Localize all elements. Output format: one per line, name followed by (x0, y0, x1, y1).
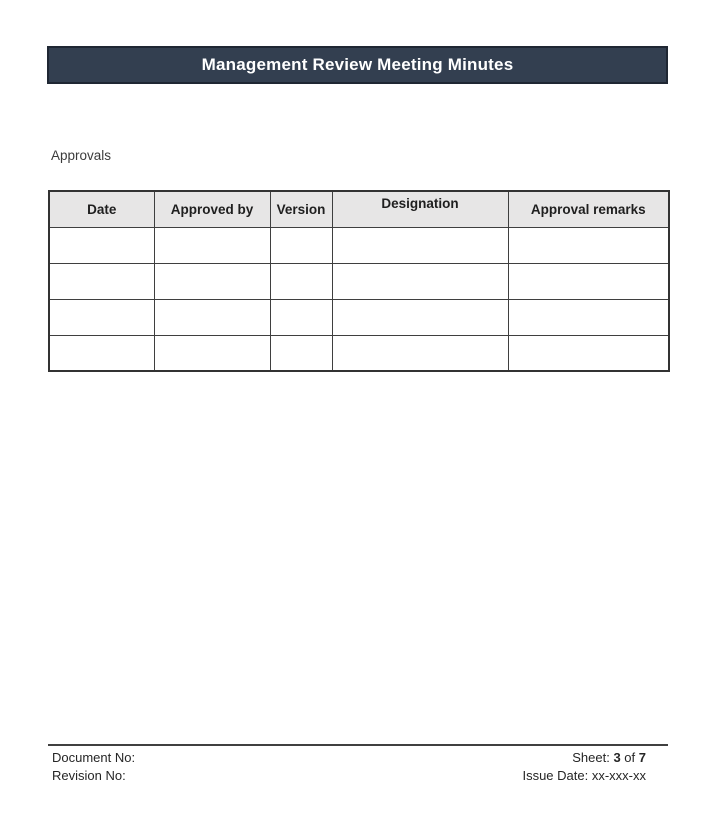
table-cell (154, 335, 270, 371)
title-banner (47, 46, 668, 84)
page-footer (48, 744, 668, 785)
footer-right (522, 749, 668, 785)
table-row (49, 299, 669, 335)
sheet-label: Sheet: (572, 750, 614, 765)
issue-date-label: Issue Date: (522, 768, 592, 783)
table-cell (332, 335, 508, 371)
revision-no-label: Revision No: (52, 768, 126, 783)
table-cell (270, 263, 332, 299)
table-row (49, 263, 669, 299)
approvals-section-label: Approvals (51, 148, 112, 163)
table-cell (154, 299, 270, 335)
table-cell (508, 299, 669, 335)
footer-left (48, 749, 135, 785)
table-cell (154, 227, 270, 263)
table-cell (49, 263, 154, 299)
table-cell (49, 335, 154, 371)
document-no-label: Document No: (52, 750, 136, 765)
sheet-of-label: of (620, 750, 639, 765)
table-cell (332, 263, 508, 299)
table-cell (508, 263, 669, 299)
issue-date-info (522, 767, 646, 785)
sheet-total-number: 7 (638, 750, 646, 765)
table-cell (154, 263, 270, 299)
approvals-table (48, 190, 670, 372)
issue-date-value: xx-xxx-xx (591, 768, 646, 783)
sheet-info (522, 749, 646, 767)
table-cell (270, 299, 332, 335)
table-cell (270, 227, 332, 263)
table-cell (508, 227, 669, 263)
sheet-current-number: 3 (613, 750, 621, 765)
column-header-date: Date (49, 191, 154, 227)
table-cell (332, 299, 508, 335)
column-header-approval-remarks: Approval remarks (508, 191, 669, 227)
page-title: Management Review Meeting Minutes (201, 55, 514, 74)
table-cell (332, 227, 508, 263)
table-cell (49, 227, 154, 263)
table-cell (508, 335, 669, 371)
table-cell (270, 335, 332, 371)
table-cell (49, 299, 154, 335)
column-header-approved-by: Approved by (154, 191, 270, 227)
table-row (49, 335, 669, 371)
table-row (49, 227, 669, 263)
column-header-version: Version (270, 191, 332, 227)
column-header-designation: Designation (332, 191, 508, 227)
table-header-row (49, 191, 669, 227)
